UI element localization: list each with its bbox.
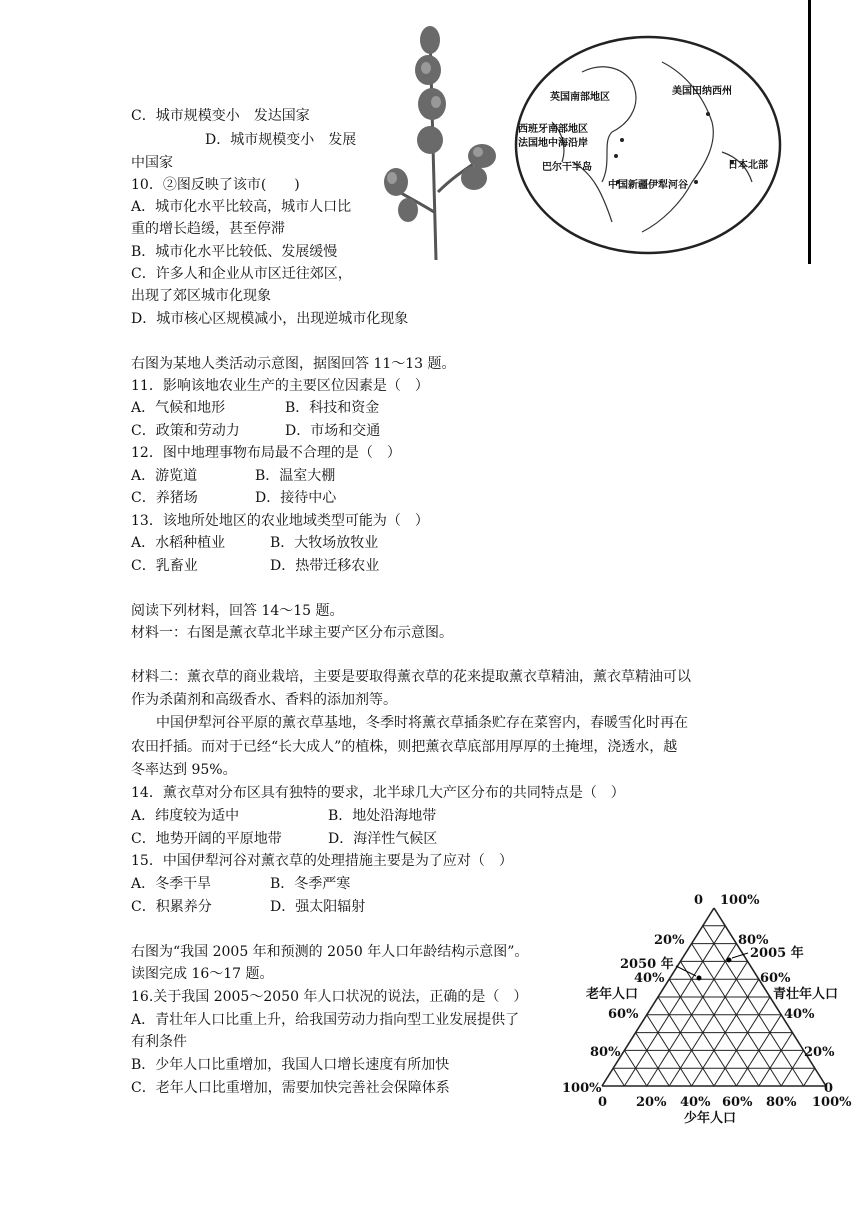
map-label-fr: 法国地中海沿岸 [518,138,588,149]
axis-right-label: 青壮年人口 [773,987,839,1002]
q13-opt-d: D．热带迁移农业 [270,558,380,574]
grid-line [669,961,747,1086]
q15-opt-a: A．冬季干旱 [131,876,212,892]
q10-opt-b: B．城市化水平比较低、发展缓慢 [131,244,338,260]
q12-row2 [131,488,336,508]
map-label-bk: 巴尔干半岛 [542,162,592,173]
q14-opt-b: B．地处沿海地带 [328,808,437,824]
material-2-line-4: 农田扦插。而对于已经“长大成人”的植株，则把薰衣草底部用厚厚的土掩埋，浇透水，越 [131,739,678,755]
point-2050 [697,976,702,981]
q16-opt-a-2: 有利条件 [131,1034,187,1050]
axis-left-label: 老年人口 [586,987,639,1002]
q12-opt-c: C．养猪场 [131,490,198,506]
q12-opt-d: D．接待中心 [255,490,337,506]
q15-opt-c: C．积累养分 [131,899,212,915]
left-tick-0: 0 [694,893,704,908]
q14-row2 [131,829,437,849]
lavender-distribution-map [512,32,784,258]
map-label-es: 西班牙南部地区 [518,124,588,135]
q13-opt-b: B．大牧场放牧业 [270,535,379,551]
grid-line [714,997,770,1086]
right-tick-60: 60% [760,971,791,986]
bottom-tick-20: 20% [636,1095,667,1110]
q13-stem: 13．该地所处地区的农业地域类型可能为（ ） [131,513,429,529]
q12-opt-a: A．游览道 [131,468,198,484]
intro-16-17-line-2: 读图完成 16～17 题。 [131,966,274,982]
q15-opt-b: B．冬季严寒 [270,876,351,892]
map-label-cn: 中国新疆伊犁河谷 [608,180,688,191]
q16-opt-c: C．老年人口比重增加，需要加快完善社会保障体系 [131,1080,450,1096]
map-label-us: 美国田纳西州 [672,86,732,97]
q10-opt-a-2: 重的增长趋缓，甚至停滞 [131,221,285,237]
q10-opt-d: D．城市核心区规模减小，出现逆城市化现象 [131,311,409,327]
q11-opt-d: D．市场和交通 [285,423,381,439]
lavender-photo [378,12,508,260]
axis-bottom-label: 少年人口 [684,1111,737,1126]
q10-opt-a-1: A．城市化水平比较高，城市人口比 [131,199,352,215]
q11-stem: 11．影响该地农业生产的主要区位因素是（ ） [131,378,429,394]
right-tick-0: 0 [824,1081,834,1096]
right-tick-100: 100% [720,893,760,908]
q9-opt-d: D．城市规模变小 发展 [205,132,357,148]
population-ternary-diagram [558,886,858,1134]
q11-row2 [131,421,380,441]
right-tick-20: 20% [804,1045,835,1060]
grid-line [658,997,714,1086]
right-tick-80: 80% [738,933,769,948]
q13-row2 [131,556,379,576]
label-2050: 2050 年 [620,957,674,972]
q10-opt-c-1: C．许多人和企业从市区迁往郊区， [131,266,352,282]
left-tick-100: 100% [562,1081,602,1096]
left-tick-40: 40% [634,971,665,986]
q13-opt-c: C．乳畜业 [131,558,198,574]
intro-11-13: 右图为某地人类活动示意图，据图回答 11～13 题。 [131,356,456,372]
left-tick-60: 60% [608,1007,639,1022]
q13-row1 [131,533,378,553]
grid-line [680,961,758,1086]
q15-row1 [131,874,350,894]
bottom-tick-80: 80% [766,1095,797,1110]
q12-row1 [131,466,335,486]
material-2-line-1: 材料二：薰衣草的商业栽培，主要是要取得薰衣草的花来提取薰衣草精油，薰衣草精油可以 [131,669,691,685]
bottom-tick-40: 40% [680,1095,711,1110]
q11-opt-c: C．政策和劳动力 [131,423,240,439]
q14-opt-d: D．海洋性气候区 [328,831,438,847]
label-2005: 2005 年 [750,946,804,961]
intro-14-15: 阅读下列材料，回答 14～15 题。 [131,603,344,619]
right-tick-40: 40% [784,1007,815,1022]
bottom-tick-0: 0 [598,1095,608,1110]
map-label-jp: 日本北部 [728,160,768,171]
q12-opt-b: B．温室大棚 [255,468,336,484]
q14-row1 [131,806,436,826]
q13-opt-a: A．水稻种植业 [131,535,226,551]
material-2-line-2: 作为杀菌剂和高级香水、香料的添加剂等。 [131,692,397,708]
q11-opt-b: B．科技和资金 [285,400,380,416]
q9-opt-d-cont: 中国家 [131,155,173,171]
material-2-line-5: 冬率达到 95%。 [131,762,237,778]
q16-stem: 16.关于我国 2005～2050 年人口状况的说法，正确的是（ ） [131,989,528,1005]
point-2005 [727,958,732,963]
q15-opt-d: D．强太阳辐射 [270,899,366,915]
left-tick-20: 20% [654,933,685,948]
leader-2050 [676,966,696,976]
q14-stem: 14．薰衣草对分布区具有独特的要求，北半球几大产区分布的共同特点是（ ） [131,785,625,801]
q16-opt-a-1: A．青壮年人口比重上升，给我国劳动力指向型工业发展提供了 [131,1012,520,1028]
q11-opt-a: A．气候和地形 [131,400,226,416]
left-tick-80: 80% [590,1045,621,1060]
bottom-tick-100: 100% [812,1095,852,1110]
q12-stem: 12．图中地理事物布局最不合理的是（ ） [131,445,401,461]
q11-row1 [131,398,379,418]
grid-line [624,926,725,1086]
bottom-tick-60: 60% [722,1095,753,1110]
grid-line [804,1068,815,1086]
q14-opt-c: C．地势开阔的平原地带 [131,831,282,847]
q16-opt-b: B．少年人口比重增加，我国人口增长速度有所加快 [131,1057,450,1073]
material-2-line-3: 中国伊犁河谷平原的薰衣草基地，冬季时将薰衣草插条贮存在菜窖内，春暖雪化时再在 [142,715,688,731]
material-1: 材料一：右图是薰衣草北半球主要产区分布示意图。 [131,625,453,641]
q10-stem: 10．②图反映了该市( ) [131,177,300,193]
map-label-uk: 英国南部地区 [550,92,610,103]
q9-opt-c: C．城市规模变小 发达国家 [131,108,310,124]
page-edge-bar [808,0,811,264]
q10-opt-c-2: 出现了郊区城市化现象 [131,288,271,304]
grid-line [613,1068,624,1086]
q14-opt-a: A．纬度较为适中 [131,808,240,824]
q15-row2 [131,897,365,917]
intro-16-17-line-1: 右图为“我国 2005 年和预测的 2050 年人口年龄结构示意图”。 [131,944,529,960]
q15-stem: 15．中国伊犁河谷对薰衣草的处理措施主要是为了应对（ ） [131,853,513,869]
